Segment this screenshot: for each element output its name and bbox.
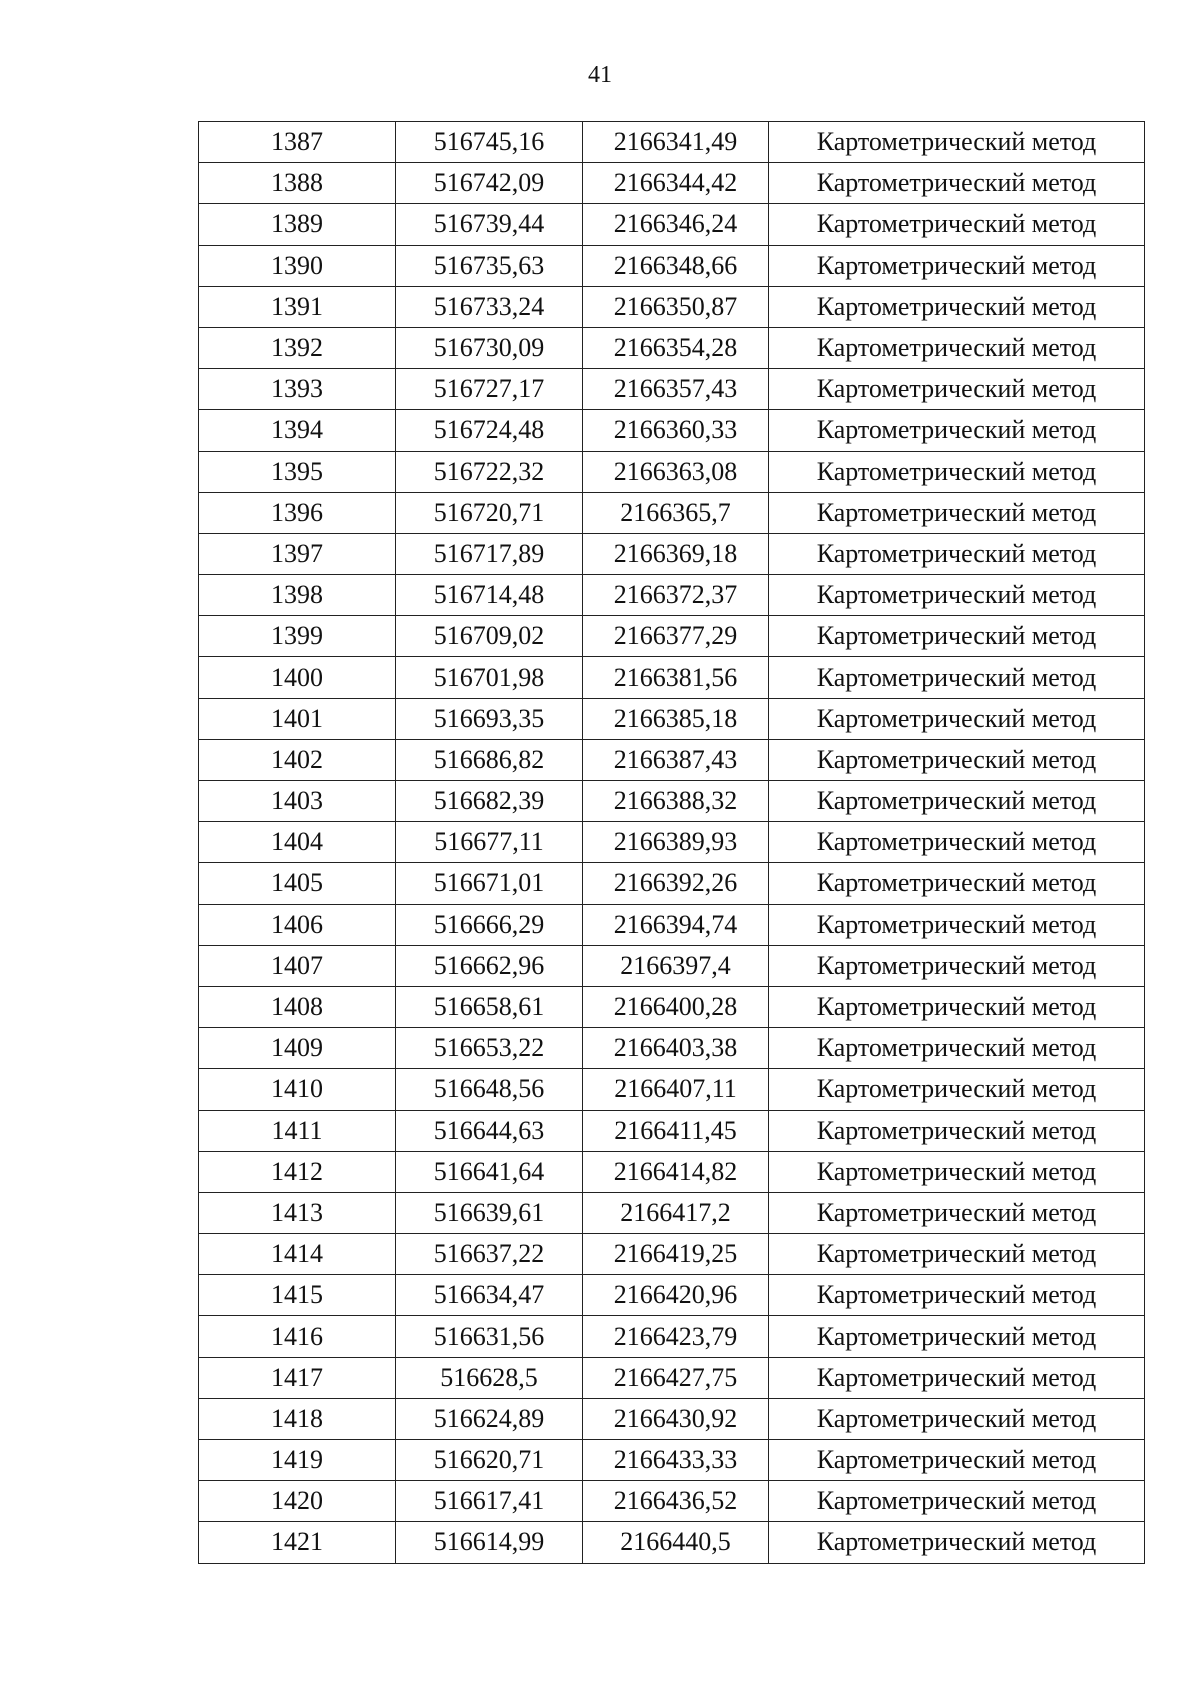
y-coordinate-cell: 2166417,2 bbox=[583, 1192, 769, 1233]
point-number-cell: 1405 bbox=[199, 863, 396, 904]
coordinates-table bbox=[198, 121, 1145, 1564]
y-coordinate-cell: 2166427,75 bbox=[583, 1357, 769, 1398]
method-cell: Картометрический метод bbox=[769, 286, 1145, 327]
point-number-cell: 1413 bbox=[199, 1192, 396, 1233]
point-number-cell: 1412 bbox=[199, 1151, 396, 1192]
table-row bbox=[199, 657, 1145, 698]
y-coordinate-cell: 2166360,33 bbox=[583, 410, 769, 451]
table-row bbox=[199, 451, 1145, 492]
method-cell: Картометрический метод bbox=[769, 533, 1145, 574]
y-coordinate-cell: 2166411,45 bbox=[583, 1110, 769, 1151]
x-coordinate-cell: 516617,41 bbox=[396, 1481, 583, 1522]
point-number-cell: 1406 bbox=[199, 904, 396, 945]
method-cell: Картометрический метод bbox=[769, 492, 1145, 533]
point-number-cell: 1395 bbox=[199, 451, 396, 492]
point-number-cell: 1421 bbox=[199, 1522, 396, 1563]
table-row bbox=[199, 616, 1145, 657]
point-number-cell: 1397 bbox=[199, 533, 396, 574]
x-coordinate-cell: 516722,32 bbox=[396, 451, 583, 492]
x-coordinate-cell: 516701,98 bbox=[396, 657, 583, 698]
x-coordinate-cell: 516641,64 bbox=[396, 1151, 583, 1192]
method-cell: Картометрический метод bbox=[769, 204, 1145, 245]
x-coordinate-cell: 516658,61 bbox=[396, 986, 583, 1027]
y-coordinate-cell: 2166433,33 bbox=[583, 1440, 769, 1481]
table-row bbox=[199, 575, 1145, 616]
x-coordinate-cell: 516648,56 bbox=[396, 1069, 583, 1110]
y-coordinate-cell: 2166394,74 bbox=[583, 904, 769, 945]
method-cell: Картометрический метод bbox=[769, 410, 1145, 451]
x-coordinate-cell: 516686,82 bbox=[396, 739, 583, 780]
table-row bbox=[199, 122, 1145, 163]
y-coordinate-cell: 2166341,49 bbox=[583, 122, 769, 163]
point-number-cell: 1389 bbox=[199, 204, 396, 245]
y-coordinate-cell: 2166397,4 bbox=[583, 945, 769, 986]
y-coordinate-cell: 2166420,96 bbox=[583, 1275, 769, 1316]
method-cell: Картометрический метод bbox=[769, 1357, 1145, 1398]
method-cell: Картометрический метод bbox=[769, 822, 1145, 863]
x-coordinate-cell: 516677,11 bbox=[396, 822, 583, 863]
point-number-cell: 1407 bbox=[199, 945, 396, 986]
x-coordinate-cell: 516727,17 bbox=[396, 369, 583, 410]
method-cell: Картометрический метод bbox=[769, 1440, 1145, 1481]
y-coordinate-cell: 2166389,93 bbox=[583, 822, 769, 863]
page-number: 41 bbox=[588, 62, 612, 88]
table-row bbox=[199, 1316, 1145, 1357]
point-number-cell: 1391 bbox=[199, 286, 396, 327]
table-row bbox=[199, 822, 1145, 863]
point-number-cell: 1396 bbox=[199, 492, 396, 533]
method-cell: Картометрический метод bbox=[769, 904, 1145, 945]
table-row bbox=[199, 492, 1145, 533]
y-coordinate-cell: 2166357,43 bbox=[583, 369, 769, 410]
point-number-cell: 1401 bbox=[199, 698, 396, 739]
method-cell: Картометрический метод bbox=[769, 1316, 1145, 1357]
method-cell: Картометрический метод bbox=[769, 1522, 1145, 1563]
y-coordinate-cell: 2166344,42 bbox=[583, 163, 769, 204]
method-cell: Картометрический метод bbox=[769, 575, 1145, 616]
x-coordinate-cell: 516742,09 bbox=[396, 163, 583, 204]
table-row bbox=[199, 327, 1145, 368]
x-coordinate-cell: 516644,63 bbox=[396, 1110, 583, 1151]
point-number-cell: 1392 bbox=[199, 327, 396, 368]
method-cell: Картометрический метод bbox=[769, 245, 1145, 286]
y-coordinate-cell: 2166348,66 bbox=[583, 245, 769, 286]
x-coordinate-cell: 516628,5 bbox=[396, 1357, 583, 1398]
x-coordinate-cell: 516634,47 bbox=[396, 1275, 583, 1316]
x-coordinate-cell: 516653,22 bbox=[396, 1028, 583, 1069]
method-cell: Картометрический метод bbox=[769, 327, 1145, 368]
y-coordinate-cell: 2166414,82 bbox=[583, 1151, 769, 1192]
x-coordinate-cell: 516614,99 bbox=[396, 1522, 583, 1563]
method-cell: Картометрический метод bbox=[769, 369, 1145, 410]
y-coordinate-cell: 2166407,11 bbox=[583, 1069, 769, 1110]
x-coordinate-cell: 516693,35 bbox=[396, 698, 583, 739]
y-coordinate-cell: 2166387,43 bbox=[583, 739, 769, 780]
x-coordinate-cell: 516733,24 bbox=[396, 286, 583, 327]
y-coordinate-cell: 2166372,37 bbox=[583, 575, 769, 616]
y-coordinate-cell: 2166385,18 bbox=[583, 698, 769, 739]
coordinates-table-body bbox=[199, 122, 1145, 1564]
point-number-cell: 1417 bbox=[199, 1357, 396, 1398]
point-number-cell: 1420 bbox=[199, 1481, 396, 1522]
table-row bbox=[199, 1440, 1145, 1481]
point-number-cell: 1400 bbox=[199, 657, 396, 698]
y-coordinate-cell: 2166346,24 bbox=[583, 204, 769, 245]
x-coordinate-cell: 516624,89 bbox=[396, 1398, 583, 1439]
method-cell: Картометрический метод bbox=[769, 1398, 1145, 1439]
table-row bbox=[199, 945, 1145, 986]
x-coordinate-cell: 516739,44 bbox=[396, 204, 583, 245]
method-cell: Картометрический метод bbox=[769, 616, 1145, 657]
y-coordinate-cell: 2166363,08 bbox=[583, 451, 769, 492]
y-coordinate-cell: 2166419,25 bbox=[583, 1234, 769, 1275]
x-coordinate-cell: 516639,61 bbox=[396, 1192, 583, 1233]
y-coordinate-cell: 2166423,79 bbox=[583, 1316, 769, 1357]
point-number-cell: 1410 bbox=[199, 1069, 396, 1110]
point-number-cell: 1414 bbox=[199, 1234, 396, 1275]
method-cell: Картометрический метод bbox=[769, 1110, 1145, 1151]
y-coordinate-cell: 2166436,52 bbox=[583, 1481, 769, 1522]
point-number-cell: 1409 bbox=[199, 1028, 396, 1069]
method-cell: Картометрический метод bbox=[769, 945, 1145, 986]
y-coordinate-cell: 2166369,18 bbox=[583, 533, 769, 574]
point-number-cell: 1402 bbox=[199, 739, 396, 780]
x-coordinate-cell: 516724,48 bbox=[396, 410, 583, 451]
x-coordinate-cell: 516620,71 bbox=[396, 1440, 583, 1481]
table-row bbox=[199, 533, 1145, 574]
point-number-cell: 1393 bbox=[199, 369, 396, 410]
point-number-cell: 1404 bbox=[199, 822, 396, 863]
method-cell: Картометрический метод bbox=[769, 1069, 1145, 1110]
point-number-cell: 1418 bbox=[199, 1398, 396, 1439]
table-row bbox=[199, 1069, 1145, 1110]
table-row bbox=[199, 163, 1145, 204]
y-coordinate-cell: 2166392,26 bbox=[583, 863, 769, 904]
x-coordinate-cell: 516637,22 bbox=[396, 1234, 583, 1275]
point-number-cell: 1411 bbox=[199, 1110, 396, 1151]
method-cell: Картометрический метод bbox=[769, 1481, 1145, 1522]
table-row bbox=[199, 1028, 1145, 1069]
y-coordinate-cell: 2166377,29 bbox=[583, 616, 769, 657]
method-cell: Картометрический метод bbox=[769, 1028, 1145, 1069]
table-row bbox=[199, 369, 1145, 410]
y-coordinate-cell: 2166365,7 bbox=[583, 492, 769, 533]
method-cell: Картометрический метод bbox=[769, 1234, 1145, 1275]
y-coordinate-cell: 2166388,32 bbox=[583, 781, 769, 822]
table-row bbox=[199, 1151, 1145, 1192]
table-row bbox=[199, 1275, 1145, 1316]
x-coordinate-cell: 516745,16 bbox=[396, 122, 583, 163]
x-coordinate-cell: 516662,96 bbox=[396, 945, 583, 986]
x-coordinate-cell: 516709,02 bbox=[396, 616, 583, 657]
y-coordinate-cell: 2166354,28 bbox=[583, 327, 769, 368]
method-cell: Картометрический метод bbox=[769, 698, 1145, 739]
method-cell: Картометрический метод bbox=[769, 1192, 1145, 1233]
point-number-cell: 1388 bbox=[199, 163, 396, 204]
point-number-cell: 1387 bbox=[199, 122, 396, 163]
x-coordinate-cell: 516671,01 bbox=[396, 863, 583, 904]
x-coordinate-cell: 516720,71 bbox=[396, 492, 583, 533]
y-coordinate-cell: 2166403,38 bbox=[583, 1028, 769, 1069]
method-cell: Картометрический метод bbox=[769, 1151, 1145, 1192]
y-coordinate-cell: 2166381,56 bbox=[583, 657, 769, 698]
table-row bbox=[199, 863, 1145, 904]
table-row bbox=[199, 1398, 1145, 1439]
table-row bbox=[199, 245, 1145, 286]
method-cell: Картометрический метод bbox=[769, 1275, 1145, 1316]
table-row bbox=[199, 1192, 1145, 1233]
table-row bbox=[199, 1522, 1145, 1563]
x-coordinate-cell: 516631,56 bbox=[396, 1316, 583, 1357]
table-row bbox=[199, 781, 1145, 822]
x-coordinate-cell: 516717,89 bbox=[396, 533, 583, 574]
point-number-cell: 1408 bbox=[199, 986, 396, 1027]
point-number-cell: 1403 bbox=[199, 781, 396, 822]
table-row bbox=[199, 1110, 1145, 1151]
table-row bbox=[199, 698, 1145, 739]
point-number-cell: 1419 bbox=[199, 1440, 396, 1481]
point-number-cell: 1398 bbox=[199, 575, 396, 616]
table-row bbox=[199, 986, 1145, 1027]
table-row bbox=[199, 904, 1145, 945]
y-coordinate-cell: 2166440,5 bbox=[583, 1522, 769, 1563]
point-number-cell: 1394 bbox=[199, 410, 396, 451]
table-row bbox=[199, 739, 1145, 780]
y-coordinate-cell: 2166430,92 bbox=[583, 1398, 769, 1439]
y-coordinate-cell: 2166350,87 bbox=[583, 286, 769, 327]
point-number-cell: 1399 bbox=[199, 616, 396, 657]
method-cell: Картометрический метод bbox=[769, 451, 1145, 492]
x-coordinate-cell: 516730,09 bbox=[396, 327, 583, 368]
method-cell: Картометрический метод bbox=[769, 657, 1145, 698]
point-number-cell: 1415 bbox=[199, 1275, 396, 1316]
method-cell: Картометрический метод bbox=[769, 163, 1145, 204]
x-coordinate-cell: 516714,48 bbox=[396, 575, 583, 616]
y-coordinate-cell: 2166400,28 bbox=[583, 986, 769, 1027]
x-coordinate-cell: 516682,39 bbox=[396, 781, 583, 822]
table-row bbox=[199, 1234, 1145, 1275]
method-cell: Картометрический метод bbox=[769, 122, 1145, 163]
point-number-cell: 1390 bbox=[199, 245, 396, 286]
method-cell: Картометрический метод bbox=[769, 863, 1145, 904]
table-row bbox=[199, 286, 1145, 327]
x-coordinate-cell: 516666,29 bbox=[396, 904, 583, 945]
method-cell: Картометрический метод bbox=[769, 986, 1145, 1027]
table-row bbox=[199, 1357, 1145, 1398]
method-cell: Картометрический метод bbox=[769, 781, 1145, 822]
method-cell: Картометрический метод bbox=[769, 739, 1145, 780]
point-number-cell: 1416 bbox=[199, 1316, 396, 1357]
table-row bbox=[199, 410, 1145, 451]
table-row bbox=[199, 1481, 1145, 1522]
table-row bbox=[199, 204, 1145, 245]
x-coordinate-cell: 516735,63 bbox=[396, 245, 583, 286]
